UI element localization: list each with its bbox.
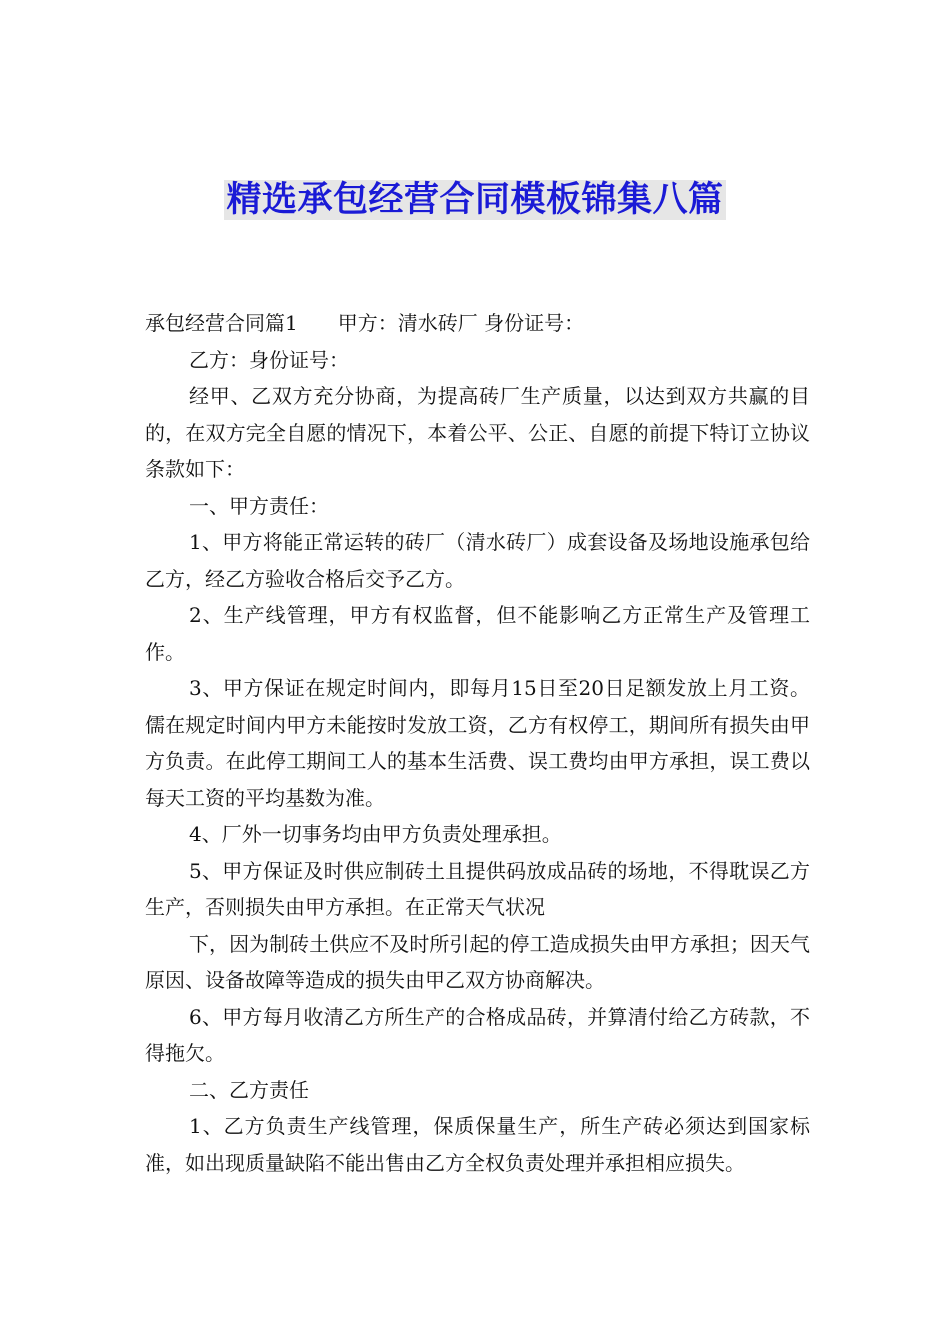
contract-section-heading: 承包经营合同篇1 <box>145 311 298 335</box>
clause-a-4: 4、厂外一切事务均由甲方负责处理承担。 <box>189 822 562 846</box>
clause-b-1: 1、乙方负责生产线管理，保质保量生产，所生产砖必须达到国家标准，如出现质量缺陷不能出售由乙方全权负责处理并承担相应损失。 <box>145 1114 810 1175</box>
party-a-line: 甲方：清水砖厂 身份证号： <box>337 311 585 335</box>
section-heading-party-a-duties: 一、甲方责任： <box>189 493 329 518</box>
paragraph-preamble: 经甲、乙双方充分协商，为提高砖厂生产质量，以达到双方共赢的目的，在双方完全自愿的情况下，本着公平、公正、自愿的前提下特订立协议条款如下： <box>145 384 810 481</box>
clause-a-3: 3、甲方保证在规定时间内，即每月15日至20日足额发放上月工资。儒在规定时间内甲方未能按时发放工资，乙方有权停工，期间所有损失由甲方负责。在此停工期间工人的基本生活费、误工费均由甲方承担，误工费以每天工资的平均基数为准。 <box>145 676 810 810</box>
document-title <box>0 176 950 224</box>
clause-a-5: 5、甲方保证及时供应制砖土且提供码放成品砖的场地，不得耽误乙方生产，否则损失由甲方承担。在正常天气状况 <box>145 858 810 919</box>
clause-a-1: 1、甲方将能正常运转的砖厂（清水砖厂）成套设备及场地设施承包给乙方，经乙方验收合格后交予乙方。 <box>145 530 810 591</box>
clause-a-6: 6、甲方每月收清乙方所生产的合格成品砖，并算清付给乙方砖款，不得拖欠。 <box>145 1004 810 1065</box>
document-body <box>145 305 810 1181</box>
paragraph-party-b: 乙方：身份证号： <box>189 347 349 372</box>
clause-a-2: 2、生产线管理，甲方有权监督，但不能影响乙方正常生产及管理工作。 <box>145 603 810 664</box>
document-title-text: 精选承包经营合同模板锦集八篇 <box>226 180 724 220</box>
section-heading-party-b-duties: 二、乙方责任 <box>189 1077 309 1102</box>
contract-header-line <box>145 305 810 342</box>
clause-a-5-continued: 下，因为制砖土供应不及时所引起的停工造成损失由甲方承担；因天气原因、设备故障等造成的损失由甲乙双方协商解决。 <box>145 931 810 992</box>
